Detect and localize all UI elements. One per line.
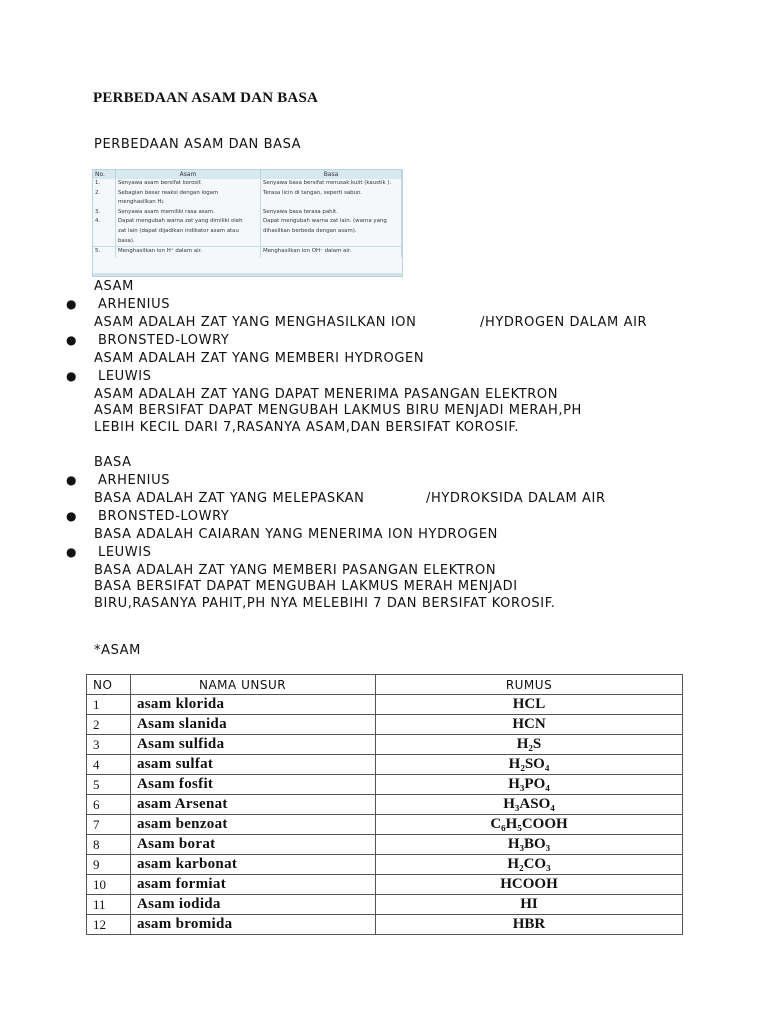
basa-leuwis-label: LEUWIS bbox=[98, 545, 152, 560]
asam-heading: ASAM bbox=[94, 279, 134, 294]
bullet-icon: ● bbox=[66, 473, 77, 487]
bullet-icon: ● bbox=[66, 333, 77, 347]
table-row: 7 asam benzoat C₆H₅COOH bbox=[87, 815, 683, 835]
basa-sifat-line-2: BIRU,RASANYA PAHIT,PH NYA MELEBIHI 7 DAN BERSIFAT KOROSIF. bbox=[94, 596, 556, 611]
table-row: 11 Asam iodida HI bbox=[87, 895, 683, 915]
bullet-icon: ● bbox=[66, 369, 77, 383]
image-table-row: basa). bbox=[93, 237, 402, 247]
asam-leuwis-label: LEUWIS bbox=[98, 369, 152, 384]
asam-arhenius-label: ARHENIUS bbox=[98, 297, 171, 312]
image-table-row: 5. Menghasilkan ion H⁺ dalam air. Menghasilkan ion OH⁻ dalam air. bbox=[93, 247, 402, 257]
asam-bronsted-label: BRONSTED-LOWRY bbox=[98, 333, 230, 348]
asam-leuwis-text: ASAM ADALAH ZAT YANG DAPAT MENERIMA PASANGAN ELEKTRON bbox=[94, 387, 559, 402]
asam-sifat-line-2: LEBIH KECIL DARI 7,RASANYA ASAM,DAN BERSIFAT KOROSIF. bbox=[94, 420, 520, 435]
image-table-row: 1. Senyawa asam bersifat korosif. Senyawa basa bersifat merusak kulit (kaustik ). bbox=[93, 179, 402, 189]
table-row: 3 Asam sulfida H₂S bbox=[87, 735, 683, 755]
bullet-icon: ● bbox=[66, 509, 77, 523]
asam-arhenius-text-b: /HYDROGEN DALAM AIR bbox=[480, 315, 648, 330]
bullet-icon: ● bbox=[66, 297, 77, 311]
basa-sifat-line-1: BASA BERSIFAT DAPAT MENGUBAH LAKMUS MERAH MENJADI bbox=[94, 579, 518, 594]
image-table-header-asam: Asam bbox=[116, 170, 261, 179]
table-row: 4 asam sulfat H₂SO₄ bbox=[87, 755, 683, 775]
table-row: 9 asam karbonat H₂CO₃ bbox=[87, 855, 683, 875]
basa-arhenius-label: ARHENIUS bbox=[98, 473, 171, 488]
basa-leuwis-text: BASA ADALAH ZAT YANG MEMBERI PASANGAN ELEKTRON bbox=[94, 563, 497, 578]
image-table-header-no: No. bbox=[93, 170, 116, 179]
document-subtitle: PERBEDAAN ASAM DAN BASA bbox=[94, 137, 302, 152]
table-row: 1 asam klorida HCL bbox=[87, 695, 683, 715]
table-row: 10 asam formiat HCOOH bbox=[87, 875, 683, 895]
image-table-row: 2. Sebagian besar reaksi dengan logam Terasa licin di tangan, seperti sabun. bbox=[93, 189, 402, 199]
basa-heading: BASA bbox=[94, 455, 132, 470]
document-title: PERBEDAAN ASAM DAN BASA bbox=[93, 90, 319, 106]
image-table-row: menghasilkan H₂ bbox=[93, 198, 402, 208]
header-nama-unsur: NAMA UNSUR bbox=[131, 675, 376, 695]
basa-bronsted-text: BASA ADALAH CAIARAN YANG MENERIMA ION HYDROGEN bbox=[94, 527, 498, 542]
header-rumus: RUMUS bbox=[376, 675, 683, 695]
table-row: 8 Asam borat H₃BO₃ bbox=[87, 835, 683, 855]
table-row: 2 Asam slanida HCN bbox=[87, 715, 683, 735]
image-table-row: zat lain (dapat dijadikan indikator asam atau dihasilkan berbeda dengan asam). bbox=[93, 227, 402, 237]
image-bottom-bar bbox=[93, 273, 402, 276]
asam-arhenius-text-a: ASAM ADALAH ZAT YANG MENGHASILKAN ION bbox=[94, 315, 417, 330]
image-table-row: 3. Senyawa asam memiliki rasa asam. Senyawa basa terasa pahit. bbox=[93, 208, 402, 218]
asam-bronsted-text: ASAM ADALAH ZAT YANG MEMBERI HYDROGEN bbox=[94, 351, 425, 366]
basa-arhenius-text-b: /HYDROKSIDA DALAM AIR bbox=[426, 491, 606, 506]
image-table-row: 4. Dapat mengubah warna zat yang dimiliki oleh Dapat mengubah warna zat lain. (warna yang bbox=[93, 217, 402, 227]
comparison-table-image bbox=[92, 169, 403, 277]
table-header-row bbox=[87, 675, 683, 695]
table-row: 5 Asam fosfit H₃PO₄ bbox=[87, 775, 683, 795]
basa-bronsted-label: BRONSTED-LOWRY bbox=[98, 509, 230, 524]
asam-sifat-line-1: ASAM BERSIFAT DAPAT MENGUBAH LAKMUS BIRU MENJADI MERAH,PH bbox=[94, 403, 582, 418]
image-table-header-basa: Basa bbox=[261, 170, 402, 179]
table-row: 6 asam Arsenat H₃ASO₄ bbox=[87, 795, 683, 815]
basa-arhenius-text-a: BASA ADALAH ZAT YANG MELEPASKAN bbox=[94, 491, 365, 506]
table-heading: *ASAM bbox=[94, 643, 141, 658]
acid-table bbox=[86, 674, 683, 935]
header-no: NO bbox=[87, 675, 131, 695]
table-row: 12 asam bromida HBR bbox=[87, 915, 683, 935]
bullet-icon: ● bbox=[66, 545, 77, 559]
